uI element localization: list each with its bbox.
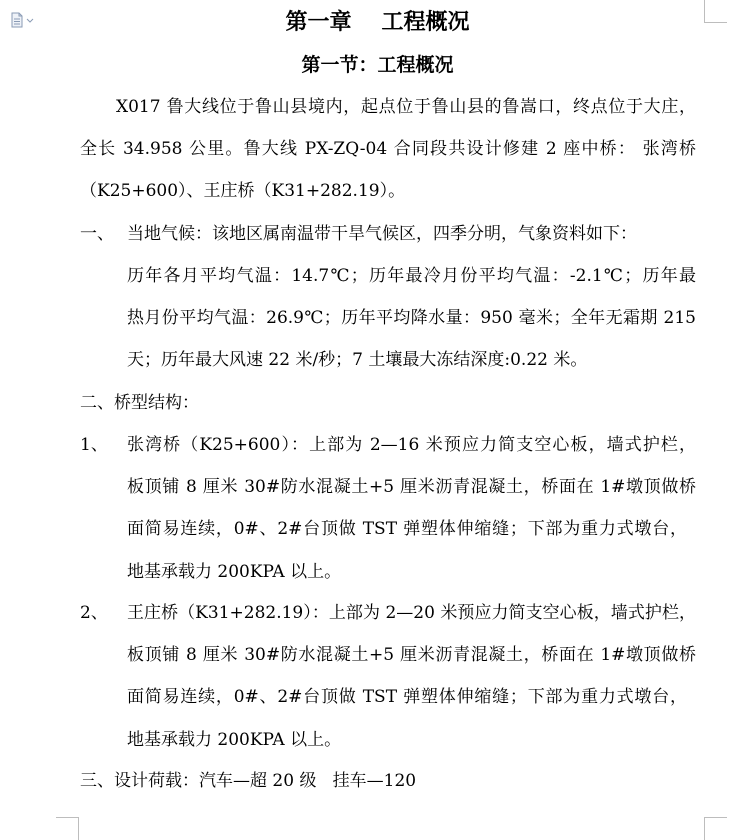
bridge-line: 面简易连续，0#、2#台顶做 TST 弹塑体伸缩缝；下部为重力式墩台， xyxy=(127,519,687,539)
bridge-line: 板顶铺 8 厘米 30#防水混凝土+5 厘米沥青混凝土，桥面在 1#墩顶做桥 xyxy=(127,645,696,665)
bridge-line: 地基承载力 200KPA 以上。 xyxy=(127,730,342,750)
structure-heading: 二、桥型结构： xyxy=(80,393,199,413)
intro-line: X017 鲁大线位于鲁山县境内，起点位于鲁山县的鲁嵩口，终点位于大庄， xyxy=(116,97,696,117)
bridge-line: 地基承载力 200KPA 以上。 xyxy=(127,562,342,582)
section-title: 第一节：工程概况 xyxy=(301,54,454,76)
climate-line: 历年各月平均气温：14.7℃；历年最冷月份平均气温：-2.1℃；历年最 xyxy=(127,266,696,286)
page-corner-mark xyxy=(56,817,79,840)
climate-line: 热月份平均气温：26.9℃；历年平均降水量：950 毫米；全年无霜期 215 xyxy=(127,308,696,328)
chapter-number: 第一章 xyxy=(285,9,352,35)
chapter-name: 工程概况 xyxy=(381,9,470,35)
climate-line: 当地气候：该地区属南温带干旱气候区，四季分明，气象资料如下： xyxy=(127,224,637,244)
bridge-line: 王庄桥（K31+282.19）：上部为 2—20 米预应力简支空心板，墙式护栏， xyxy=(127,603,696,623)
intro-line: 全长 34.958 公里。鲁大线 PX-ZQ-04 合同段共设计修建 2 座中桥： 张湾桥 xyxy=(80,139,696,159)
list-number: 2、 xyxy=(80,603,108,623)
load-heading: 三、设计荷载：汽车—超 20 级 挂车—120 xyxy=(80,771,417,791)
list-number: 1、 xyxy=(80,435,108,455)
intro-line: （K25+600）、王庄桥（K31+282.19）。 xyxy=(80,181,406,201)
page-corner-mark xyxy=(704,817,727,840)
bridge-line: 板顶铺 8 厘米 30#防水混凝土+5 厘米沥青混凝土，桥面在 1#墩顶做桥 xyxy=(127,477,696,497)
bridge-line: 面简易连续，0#、2#台顶做 TST 弹塑体伸缩缝；下部为重力式墩台， xyxy=(127,687,687,707)
chapter-title xyxy=(0,6,755,38)
list-number: 一、 xyxy=(80,224,114,244)
climate-line: 天；历年最大风速 22 米/秒；7 土壤最大冻结深度:0.22 米。 xyxy=(127,350,588,370)
bridge-line: 张湾桥（K25+600）：上部为 2—16 米预应力简支空心板，墙式护栏， xyxy=(127,435,696,455)
